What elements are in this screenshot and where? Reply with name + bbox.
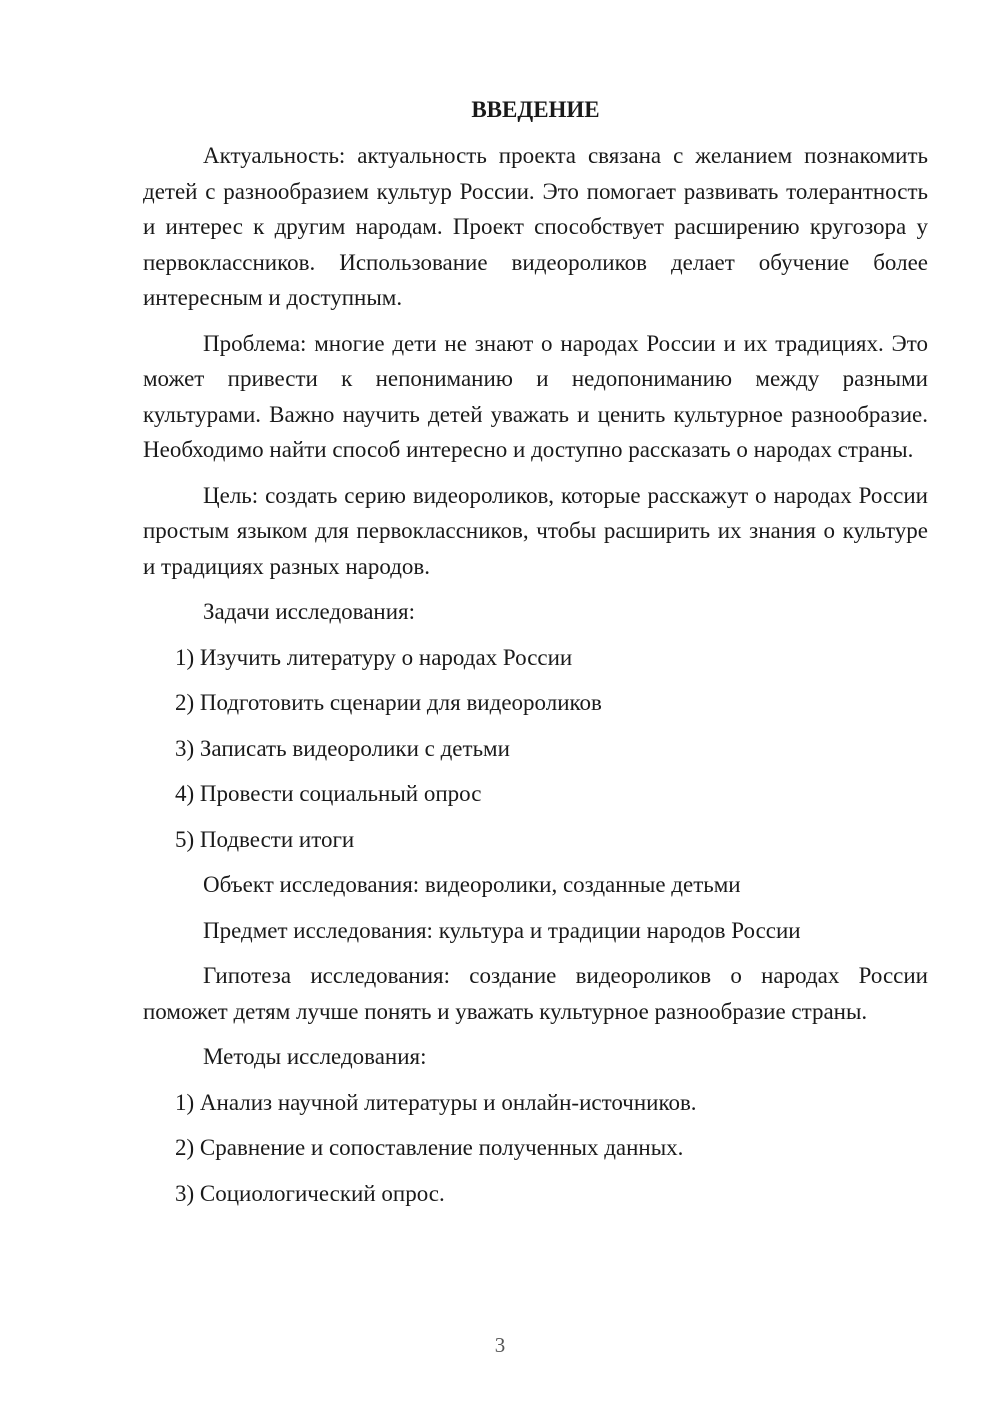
relevance-paragraph: Актуальность: актуальность проекта связана с желанием познакомить детей с разнообразием культур России. Это помогает развивать толерантность и интерес к другим народам. Проект способствует расширению кругозора у первоклассников. Использование видеороликов делает обучение более интересным и доступным. [143,143,928,310]
list-item: 3) Социологический опрос. [175,1180,445,1206]
subject-line: Предмет исследования: культура и традиции народов России [203,917,801,943]
list-item: 2) Подготовить сценарии для видеороликов [175,690,602,715]
list-item: 1) Изучить литературу о народах России [175,644,573,670]
tasks-heading: Задачи исследования: [203,599,416,624]
list-item: 4) Провести социальный опрос [175,781,482,806]
hypothesis-paragraph: Гипотеза исследования: создание видеороликов о народах России поможет детям лучше понять и уважать культурное разнообразие страны. [143,963,928,1024]
section-title: ВВЕДЕНИЕ [471,97,600,122]
list-item: 1) Анализ научной литературы и онлайн-источников. [175,1089,697,1115]
object-line: Объект исследования: видеоролики, созданные детьми [203,872,741,897]
list-item: 5) Подвести итоги [175,826,355,852]
document-page [143,90,928,1221]
list-item: 3) Записать видеоролики с детьми [175,735,510,761]
methods-list [143,1085,928,1212]
list-item: 2) Сравнение и сопоставление полученных данных. [175,1135,684,1160]
problem-paragraph: Проблема: многие дети не знают о народах России и их традициях. Это может привести к непониманию и недопониманию между разными культурами. Важно научить детей уважать и ценить культурное разнообразие. Необходимо найти способ интересно и доступно рассказать о народах страны. [143,330,928,462]
methods-heading: Методы исследования: [203,1044,427,1069]
goal-paragraph: Цель: создать серию видеороликов, которые расскажут о народах России простым языком для первоклассников, чтобы расширить их знания о культуре и традициях разных народов. [143,482,928,579]
page-number: 3 [494,1333,506,1357]
tasks-list [143,640,928,858]
